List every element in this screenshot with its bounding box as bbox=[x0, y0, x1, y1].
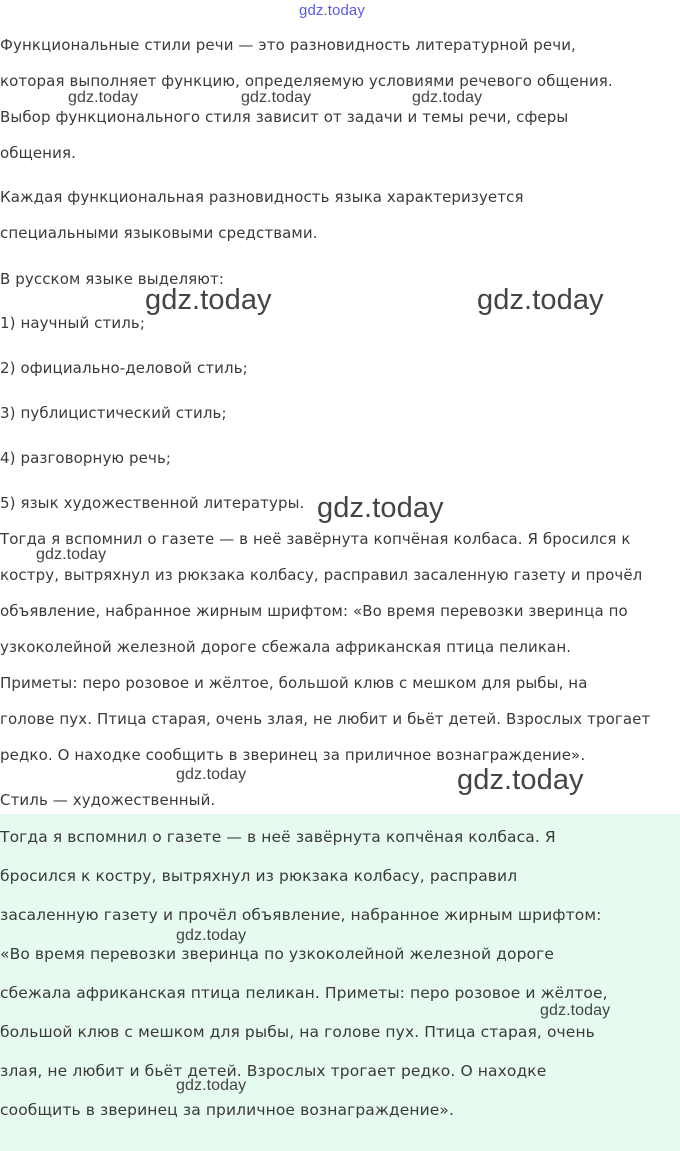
text-line: узкоколейной железной дороге сбежала африканская птица пеликан. bbox=[0, 638, 572, 656]
watermark: gdz.today bbox=[145, 284, 272, 316]
watermark: gdz.today bbox=[412, 89, 483, 106]
styles-list-heading: В русском языке выделяют: bbox=[0, 270, 224, 288]
watermark: gdz.today bbox=[241, 89, 312, 106]
text-line: костру, вытряхнул из рюкзака колбасу, расправил засаленную газету и прочёл bbox=[0, 566, 643, 584]
text-line: Каждая функциональная разновидность языка характеризуется bbox=[0, 188, 524, 206]
text-line: «Во время перевозки зверинца по узкоколейной железной дороге bbox=[0, 945, 554, 963]
theory-means-paragraph bbox=[0, 179, 524, 251]
text-line: общения. bbox=[0, 144, 76, 162]
watermark: gdz.today bbox=[540, 1002, 611, 1019]
text-line: Тогда я вспомнил о газете — в неё завёрнута копчёная колбаса. Я bbox=[0, 828, 556, 846]
text-line: Функциональные стили речи — это разновидность литературной речи, bbox=[0, 36, 576, 54]
list-item: 3) публицистический стиль; bbox=[0, 404, 227, 422]
watermark-top: gdz.today bbox=[299, 2, 365, 19]
text-line: засаленную газету и прочёл объявление, набранное жирным шрифтом: bbox=[0, 906, 602, 924]
text-line: большой клюв с мешком для рыбы, на голове пух. Птица старая, очень bbox=[0, 1023, 595, 1041]
text-line: Тогда я вспомнил о газете — в неё завёрнута копчёная колбаса. Я бросился к bbox=[0, 530, 631, 548]
watermark: gdz.today bbox=[176, 766, 247, 783]
watermark: gdz.today bbox=[317, 492, 444, 524]
text-line: сообщить в зверинец за приличное вознаграждение». bbox=[0, 1101, 455, 1119]
watermark: gdz.today bbox=[477, 284, 604, 316]
list-item: 1) научный стиль; bbox=[0, 314, 145, 332]
text-line: объявление, набранное жирным шрифтом: «Во время перевозки зверинца по bbox=[0, 602, 628, 620]
watermark: gdz.today bbox=[176, 1077, 247, 1094]
style-label: Стиль — художественный. bbox=[0, 791, 216, 809]
text-line: злая, не любит и бьёт детей. Взрослых трогает редко. О находке bbox=[0, 1062, 547, 1080]
text-line: Выбор функционального стиля зависит от задачи и темы речи, сферы bbox=[0, 108, 569, 126]
watermark: gdz.today bbox=[68, 89, 139, 106]
text-line: которая выполняет функцию, определяемую условиями речевого общения. bbox=[0, 72, 613, 90]
answer-text bbox=[0, 818, 611, 1130]
text-line: редко. О находке сообщить в зверинец за приличное вознаграждение». bbox=[0, 746, 586, 764]
watermark: gdz.today bbox=[457, 764, 584, 796]
watermark: gdz.today bbox=[36, 546, 107, 563]
styles-list bbox=[0, 305, 304, 530]
text-line: голове пух. Птица старая, очень злая, не любит и бьёт детей. Взрослых трогает bbox=[0, 710, 651, 728]
text-line: бросился к костру, вытряхнул из рюкзака колбасу, расправил bbox=[0, 867, 518, 885]
list-item: 5) язык художественной литературы. bbox=[0, 494, 305, 512]
list-item: 4) разговорную речь; bbox=[0, 449, 172, 467]
text-line: Приметы: перо розовое и жёлтое, большой клюв с мешком для рыбы, на bbox=[0, 674, 588, 692]
text-line: сбежала африканская птица пеликан. Приметы: перо розовое и жёлтое, bbox=[0, 984, 608, 1002]
watermark: gdz.today bbox=[176, 927, 247, 944]
text-line: специальными языковыми средствами. bbox=[0, 224, 318, 242]
list-item: 2) официально-деловой стиль; bbox=[0, 359, 248, 377]
